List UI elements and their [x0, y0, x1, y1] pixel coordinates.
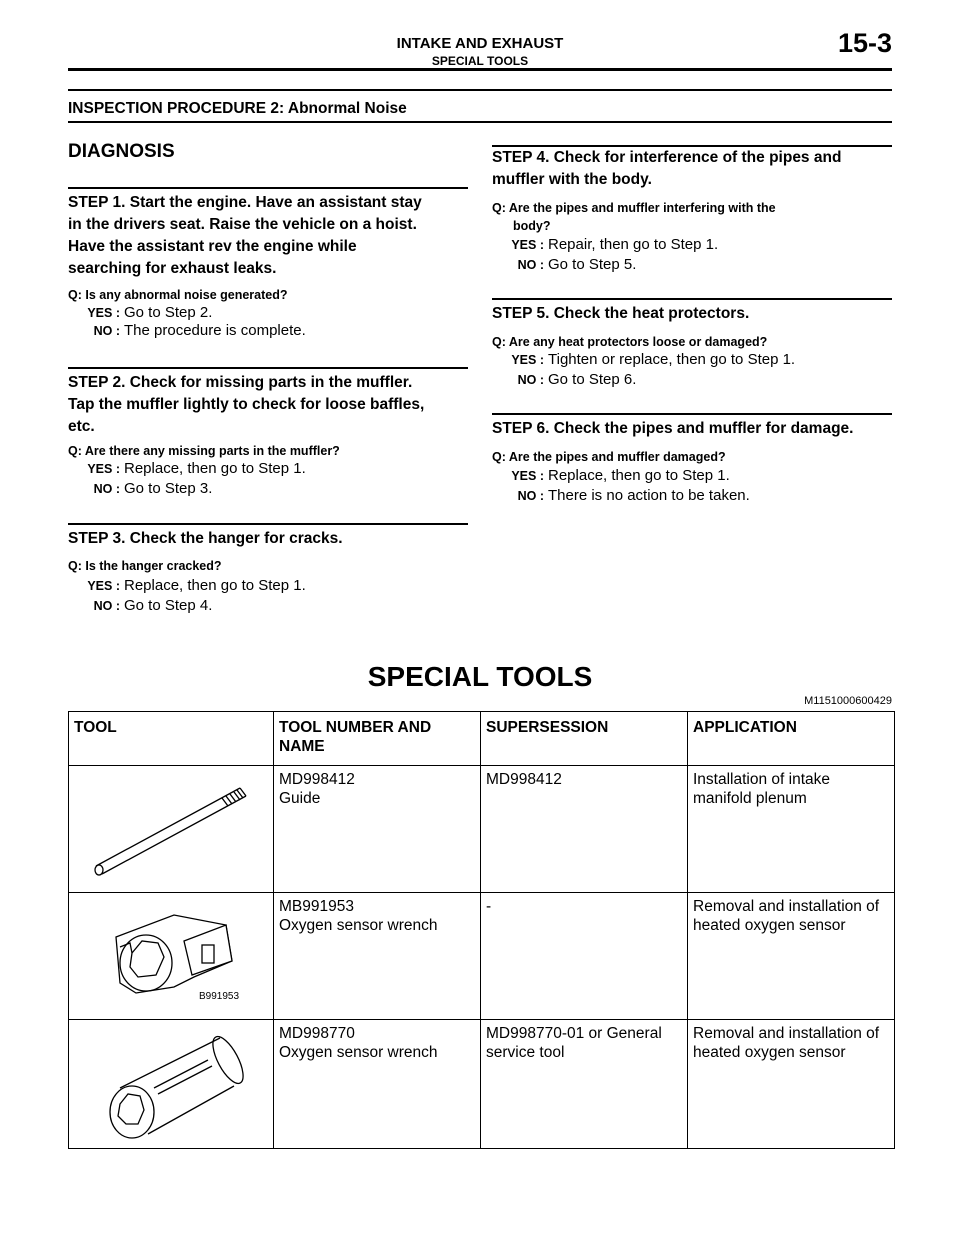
tool-number-cell	[274, 893, 481, 1020]
column-header: TOOL NUMBER AND NAME	[274, 712, 481, 766]
oxygen-sensor-socket-illustration	[74, 1024, 269, 1144]
procedure-title: INSPECTION PROCEDURE 2: Abnormal Noise	[68, 100, 407, 117]
no-answer: NO : The procedure is complete.	[93, 322, 306, 339]
application-cell: Installation of intake manifold plenum	[688, 766, 895, 893]
yes-answer: YES : Replace, then go to Step 1.	[87, 577, 306, 594]
step-question: Q: Are there any missing parts in the muffler?	[68, 444, 340, 458]
procedure-rule-bottom	[68, 121, 892, 123]
tool-number: MB991953	[279, 898, 354, 915]
column-header: APPLICATION	[688, 712, 895, 766]
tool-image-cell	[69, 766, 274, 893]
no-answer: NO : Go to Step 4.	[93, 597, 213, 614]
step-heading: STEP 3. Check the hanger for cracks.	[68, 530, 343, 547]
tool-name: Oxygen sensor wrench	[279, 1044, 438, 1061]
supersession-cell: MD998770-01 or General service tool	[481, 1020, 688, 1149]
image-caption: B991953	[199, 991, 240, 1002]
tool-image-cell	[69, 1020, 274, 1149]
tool-number: MD998412	[279, 771, 355, 788]
step-heading: STEP 6. Check the pipes and muffler for damage.	[492, 420, 854, 437]
step-rule	[492, 298, 892, 300]
table-row	[69, 1020, 895, 1149]
yes-answer: YES : Tighten or replace, then go to Step 1.	[511, 351, 796, 368]
step-question: Q: Are the pipes and muffler damaged?	[492, 450, 726, 464]
yes-answer: YES : Replace, then go to Step 1.	[87, 460, 306, 477]
yes-answer: YES : Go to Step 2.	[87, 304, 213, 321]
step-question: Q: Are the pipes and muffler interfering with the body?	[492, 201, 776, 233]
table-row	[69, 766, 895, 893]
step-heading: STEP 1. Start the engine. Have an assistant stay in the drivers seat. Raise the vehicle on a hoist. Have the assistant rev the engine while searching for exhaust leaks.	[68, 194, 422, 277]
no-answer: NO : Go to Step 3.	[93, 480, 213, 497]
special-tools-table	[68, 711, 895, 1149]
supersession-cell: MD998412	[481, 766, 688, 893]
step-rule	[68, 523, 468, 525]
step-question: Q: Is the hanger cracked?	[68, 559, 222, 573]
application-cell: Removal and installation of heated oxygen sensor	[688, 1020, 895, 1149]
table-row	[69, 893, 895, 1020]
procedure-rule-top	[68, 89, 892, 91]
application-cell: Removal and installation of heated oxygen sensor	[688, 893, 895, 1020]
column-header: SUPERSESSION	[481, 712, 688, 766]
section-subtitle: SPECIAL TOOLS	[431, 54, 529, 68]
column-header: TOOL	[69, 712, 274, 766]
yes-answer: YES : Repair, then go to Step 1.	[511, 236, 719, 253]
no-answer: NO : Go to Step 5.	[517, 256, 637, 273]
tool-number: MD998770	[279, 1025, 355, 1042]
step-rule	[68, 367, 468, 369]
tool-number-cell	[274, 1020, 481, 1149]
step-heading: STEP 5. Check the heat protectors.	[492, 305, 750, 322]
guide-bar-illustration	[74, 770, 269, 884]
page-number: 15-3	[837, 28, 892, 58]
supersession-cell: -	[481, 893, 688, 1020]
step-question: Q: Is any abnormal noise generated?	[68, 288, 288, 302]
tool-number-cell	[274, 766, 481, 893]
document-code: M1151000600429	[804, 695, 892, 707]
step-rule	[492, 413, 892, 415]
step-question: Q: Are any heat protectors loose or damaged?	[492, 335, 768, 349]
oxygen-sensor-wrench-illustration	[74, 897, 269, 1011]
no-answer: NO : There is no action to be taken.	[517, 487, 750, 504]
diagnosis-heading: DIAGNOSIS	[68, 141, 175, 162]
step-rule	[68, 187, 468, 189]
tool-image-cell	[69, 893, 274, 1020]
step-heading: STEP 4. Check for interference of the pipes and muffler with the body.	[492, 149, 842, 188]
yes-answer: YES : Replace, then go to Step 1.	[511, 467, 730, 484]
special-tools-title: SPECIAL TOOLS	[367, 661, 593, 692]
tool-name: Oxygen sensor wrench	[279, 917, 438, 934]
section-title: INTAKE AND EXHAUST	[396, 35, 564, 52]
step-heading: STEP 2. Check for missing parts in the muffler. Tap the muffler lightly to check for loose baffles, etc.	[68, 374, 425, 435]
no-answer: NO : Go to Step 6.	[517, 371, 637, 388]
header-rule	[68, 68, 892, 71]
table-header-row	[69, 712, 895, 766]
tool-name: Guide	[279, 790, 321, 807]
